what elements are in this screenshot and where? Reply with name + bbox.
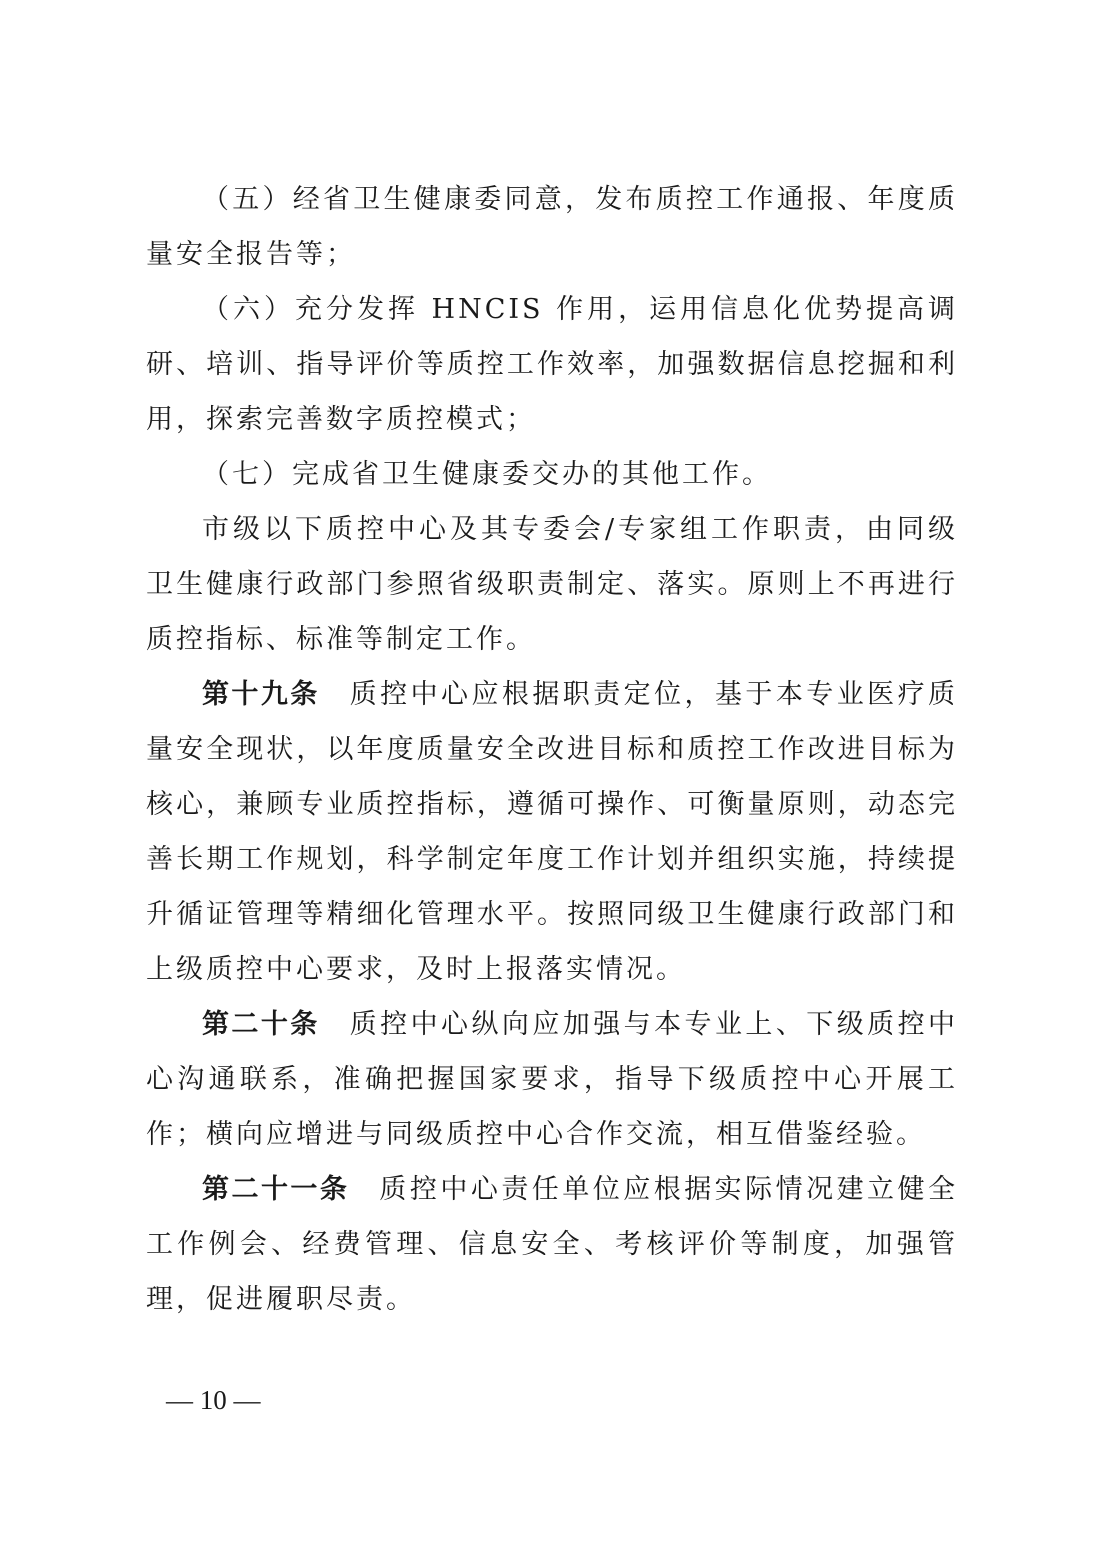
article-number: 第二十条 [202, 1009, 320, 1040]
article-text: 质控中心责任单位应根据实际情况建立健全工作例会、经费管理、信息安全、考核评价等制度，加强管理，促进履职尽责。 [146, 1174, 959, 1315]
article-text: 质控中心应根据职责定位，基于本专业医疗质量安全现状，以年度质量安全改进目标和质控工作改进目标为核心，兼顾专业质控指标，遵循可操作、可衡量原则，动态完善长期工作规划，科学制定年度工作计划并组织实施，持续提升循证管理等精细化管理水平。按照同级卫生健康行政部门和上级质控中心要求，及时上报落实情况。 [146, 679, 959, 985]
paragraph-text: （七）完成省卫生健康委交办的其他工作。 [202, 459, 772, 490]
article-number: 第十九条 [202, 679, 320, 710]
article-21 [146, 1162, 958, 1327]
paragraph-text: （五）经省卫生健康委同意，发布质控工作通报、年度质量安全报告等； [146, 184, 958, 270]
paragraph-item-5 [146, 172, 958, 282]
paragraph-item-7 [146, 447, 958, 502]
paragraph-item-6 [146, 282, 958, 447]
paragraph-text: 市级以下质控中心及其专委会/专家组工作职责，由同级卫生健康行政部门参照省级职责制定、落实。原则上不再进行质控指标、标准等制定工作。 [146, 514, 958, 655]
article-number: 第二十一条 [202, 1174, 350, 1205]
paragraph-municipal-duties [146, 502, 958, 667]
page-number: — 10 — [166, 1385, 261, 1415]
paragraph-text: （六）充分发挥 HNCIS 作用，运用信息化优势提高调研、培训、指导评价等质控工作效率，加强数据信息挖掘和利用，探索完善数字质控模式； [146, 294, 958, 435]
article-19 [146, 667, 958, 997]
document-body [146, 172, 958, 1327]
article-20 [146, 997, 958, 1162]
article-text: 质控中心纵向应加强与本专业上、下级质控中心沟通联系，准确把握国家要求，指导下级质控中心开展工作；横向应增进与同级质控中心合作交流，相互借鉴经验。 [146, 1009, 959, 1150]
